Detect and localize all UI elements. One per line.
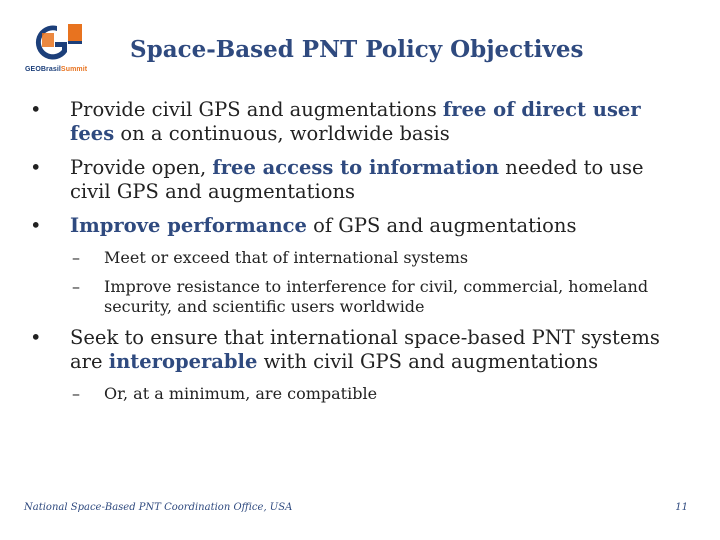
bullet-text: Provide open, [70,156,213,179]
slide-title: Space-Based PNT Policy Objectives [130,36,584,63]
footer-text: National Space-Based PNT Coordination Office, USA [24,502,293,513]
sub-bullet-dash-icon: – [72,248,80,267]
bullet-item [26,156,686,204]
sub-bullet-item [26,384,686,404]
bullet-text: of GPS and augmentations [306,214,577,237]
sub-bullet-dash-icon: – [72,277,80,296]
sub-bullet-item [26,277,686,317]
page-number: 11 [675,502,688,513]
sub-bullet-dash-icon: – [72,384,80,403]
sub-bullet-item [26,248,686,268]
bullet-highlight: free of direct user fees [70,98,641,145]
logo-g-icon [22,22,94,66]
sub-bullet-text: Meet or exceed that of international systems [104,248,469,267]
bullet-highlight: interoperable [108,350,258,373]
logo-text: GEOBrasilSummit [25,66,88,73]
bullet-dot-icon: • [30,214,42,237]
bullet-text: needed to use civil GPS and augmentations [70,156,644,203]
bullet-dot-icon: • [30,156,42,179]
bullet-item [26,98,686,146]
bullet-text: Provide civil GPS and augmentations [70,98,443,121]
slide-content [26,98,686,413]
bullet-item [26,214,686,238]
bullet-text: Seek to ensure that international space-based PNT systems are [70,326,660,373]
bullet-item [26,326,686,374]
bullet-highlight: Improve performance [70,214,307,237]
bullet-text: on a continuous, worldwide basis [114,122,450,145]
bullet-dot-icon: • [30,326,42,349]
bullet-text: with civil GPS and augmentations [257,350,599,373]
bullet-dot-icon: • [30,98,42,121]
sub-bullet-text: Or, at a minimum, are compatible [104,384,378,403]
bullet-highlight: free access to information [212,156,500,179]
sub-bullet-text: Improve resistance to interference for civil, commercial, homeland security, and scientific users worldwide [104,277,649,316]
